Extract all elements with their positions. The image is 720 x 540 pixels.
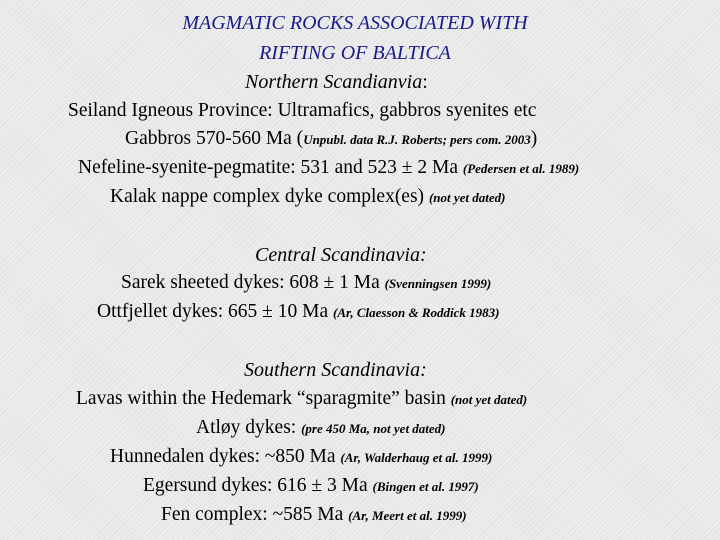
southern-item-4-ref: (Bingen et al. 1997) <box>372 479 479 494</box>
northern-item-2-text: Gabbros 570-560 Ma ( <box>125 128 304 149</box>
southern-item-2-text: Atløy dykes: <box>196 417 302 438</box>
northern-heading <box>245 72 428 92</box>
southern-item-3 <box>110 447 492 467</box>
southern-item-3-text: Hunnedalen dykes: ~850 Ma <box>110 446 341 467</box>
southern-item-2-ref: (pre 450 Ma, not yet dated) <box>301 421 446 436</box>
southern-item-1-ref: (not yet dated) <box>450 392 528 407</box>
title-line-2: RIFTING OF BALTICA <box>259 42 451 64</box>
southern-item-4 <box>143 476 479 496</box>
northern-item-4-ref: (not yet dated) <box>428 190 506 205</box>
northern-item-2-ref: Unpubl. data R.J. Roberts; pers com. 2003 <box>303 132 531 147</box>
northern-item-3 <box>78 158 579 178</box>
central-item-2-text: Ottfjellet dykes: 665 ± 10 Ma <box>97 301 333 322</box>
central-item-1-text: Sarek sheeted dykes: 608 ± 1 Ma <box>121 272 385 293</box>
southern-item-1-text: Lavas within the Hedemark “sparagmite” basin <box>76 388 451 409</box>
central-item-2-ref: (Ar, Claesson & Roddick 1983) <box>333 305 500 320</box>
northern-item-2-tail: ) <box>530 128 538 149</box>
title-line-1: MAGMATIC ROCKS ASSOCIATED WITH <box>182 12 528 34</box>
central-item-1-ref: (Svenningsen 1999) <box>384 276 492 291</box>
central-item-2 <box>97 302 500 322</box>
southern-item-1 <box>76 389 527 409</box>
southern-item-5-text: Fen complex: ~585 Ma <box>161 504 349 525</box>
northern-heading-colon: : <box>422 71 428 93</box>
southern-item-4-text: Egersund dykes: 616 ± 3 Ma <box>143 475 373 496</box>
northern-item-1-text: Seiland Igneous Province: Ultramafics, gabbros syenites etc <box>68 100 537 121</box>
southern-item-2 <box>196 418 446 438</box>
northern-item-3-text: Nefeline-syenite-pegmatite: 531 and 523 ± 2 Ma <box>78 157 463 178</box>
southern-item-5-ref: (Ar, Meert et al. 1999) <box>348 508 467 523</box>
southern-item-5 <box>161 505 467 525</box>
southern-item-3-ref: (Ar, Walderhaug et al. 1999) <box>340 450 493 465</box>
central-heading: Central Scandinavia: <box>255 244 427 266</box>
northern-item-1 <box>68 101 536 121</box>
northern-item-4 <box>110 187 505 207</box>
northern-item-3-ref: (Pedersen et al. 1989) <box>462 161 580 176</box>
northern-item-2 <box>125 129 537 149</box>
southern-heading: Southern Scandinavia: <box>244 359 427 381</box>
northern-heading-label: Northern Scandianvia <box>245 71 423 93</box>
central-item-1 <box>121 273 491 293</box>
northern-item-4-text: Kalak nappe complex dyke complex(es) <box>110 186 429 207</box>
